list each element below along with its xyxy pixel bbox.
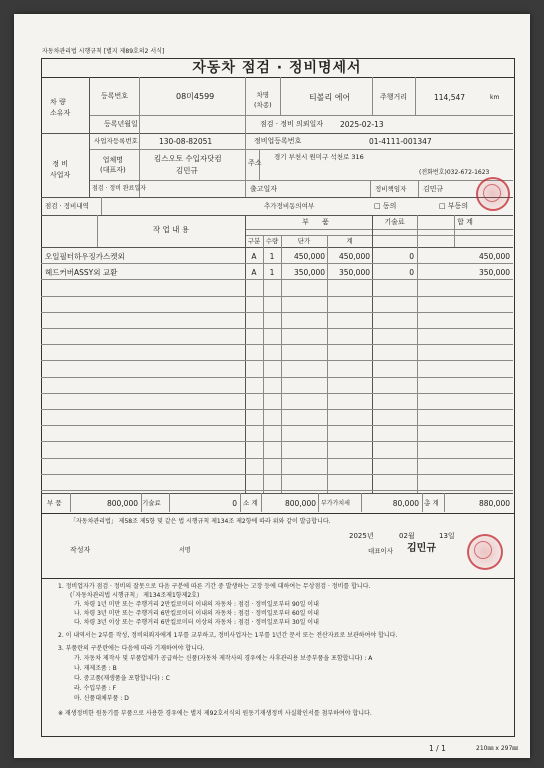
company-name: 킴스오토 수입자닷컴 <box>154 154 222 163</box>
company-seal-stamp <box>476 177 510 211</box>
totals-parts-value: 800,000 <box>106 499 138 508</box>
totals-subtotal-label: 소 계 <box>243 499 258 507</box>
table-row-line <box>41 360 513 361</box>
row-labor: 0 <box>409 252 414 261</box>
writer-label: 작성자 <box>70 546 91 554</box>
sign-label: 서명 <box>179 547 191 554</box>
totals-labor-label: 기술료 <box>142 499 161 507</box>
table-row-line <box>41 377 513 378</box>
totals-grand-label: 총 계 <box>424 499 439 507</box>
issue-month: 02월 <box>399 532 415 540</box>
note-line: 다. 중고품(재생품을 포함합니다) : C <box>74 675 170 682</box>
table-row-line <box>41 409 513 410</box>
ceo-signature: 김민규 <box>407 543 436 554</box>
row-amount: 450,000 <box>338 252 370 261</box>
manager-label: 정비책임자 <box>375 185 407 193</box>
mileage-label: 주행거리 <box>380 93 408 101</box>
statement-text: 「자동차관리법」 제58조 제5항 및 같은 법 시행규칙 제134조 제2항에 따라 위와 같이 발급합니다. <box>70 518 331 525</box>
labor-header: 기술료 <box>384 218 405 226</box>
totals-grand-value: 880,000 <box>478 499 510 508</box>
maint-reg-value: 01-4111-001347 <box>369 137 432 146</box>
totals-parts-label: 부 품 <box>47 499 62 507</box>
row-qty: 1 <box>269 252 275 261</box>
table-row-line <box>41 312 513 313</box>
table-row-line <box>41 263 513 264</box>
row-total: 350,000 <box>478 268 510 277</box>
document-page <box>14 14 530 758</box>
table-row-line <box>41 441 513 442</box>
car-name-label: 차명 (차종) <box>254 91 272 109</box>
consent-agree-checkbox[interactable]: □ 동의 <box>374 202 397 210</box>
row-amount: 350,000 <box>338 268 370 277</box>
note-line: 3. 부품란의 구분란에는 다음에 따라 기재하여야 합니다. <box>58 645 205 652</box>
row-total: 450,000 <box>478 252 510 261</box>
note-line: 가. 자동차 제작사 및 부품업체가 공급하는 신품(자동차 제작사의 경우에는 사후관리용 보증부품을 포함합니다) : A <box>74 655 373 662</box>
document-title: 자동차 점검 · 정비명세서 <box>192 60 362 76</box>
address-label: 주소 <box>248 159 262 167</box>
row-unit-price: 450,000 <box>293 252 325 261</box>
manager-value: 김민규 <box>423 185 444 193</box>
request-date-value: 2025-02-13 <box>340 120 384 129</box>
note-line: 나. 재제조품 : B <box>74 665 117 672</box>
mileage-unit: km <box>490 94 500 101</box>
parts-header: 부 품 <box>302 218 329 226</box>
totals-vat-label: 부가가치세 <box>321 500 350 507</box>
row-type: A <box>251 268 257 277</box>
note-line: 1. 정비업자가 점검 · 정비의 잘못으로 다음 구분에 따른 기간 중 발생하는 고장 등에 대하여는 무상점검 · 정비를 합니다. <box>58 583 371 590</box>
ceo-label: 대표이사 <box>368 547 394 555</box>
representative: 김민규 <box>176 166 198 175</box>
row-qty: 1 <box>269 268 275 277</box>
row-unit-price: 350,000 <box>293 268 325 277</box>
table-row-line <box>41 474 513 475</box>
address-value: 경기 부천시 원미구 석천로 316 <box>274 153 364 161</box>
maint-reg-label: 정비업등록번호 <box>254 137 302 145</box>
table-row-line <box>41 393 513 394</box>
table-row-line <box>41 279 513 280</box>
request-date-label: 점검 · 정비 의뢰일자 <box>260 120 323 128</box>
note-line: ※ 재생정비한 원동기를 부품으로 사용한 경우에는 별지 제92호서식의 원동기재생정비 사실확인서를 첨부하여야 합니다. <box>58 710 372 717</box>
paper-size: 210㎜ x 297㎜ <box>476 745 519 752</box>
complete-date-label: 점검 · 정비 완료일자 <box>92 185 146 192</box>
note-line: 다. 차령 3년 이상 또는 주행거리 6만킬로미터 이상의 자동차 : 점검 · 정비일로부터 30일 이내 <box>74 619 319 626</box>
totals-subtotal-value: 800,000 <box>284 499 316 508</box>
content-label: 점검 · 정비내역 <box>45 202 89 210</box>
row-work: 헤드커버ASSY외 교환 <box>45 268 118 277</box>
note-line: 라. 수입부품 : F <box>74 685 117 692</box>
note-line: 마. 신품대체부품 : D <box>74 695 129 702</box>
row-work: 오일필터하우징가스켓외 <box>45 252 125 261</box>
table-row-line <box>41 296 513 297</box>
issue-day: 13일 <box>439 532 455 540</box>
car-name-value: 티볼리 에어 <box>309 93 351 102</box>
form-reference: 자동차관리법 시행규칙 [별지 제89호의2 서식] <box>42 48 165 55</box>
page-number: 1 / 1 <box>429 744 446 753</box>
totals-labor-value: 0 <box>232 499 237 508</box>
owner-label: 차 량 소유자 <box>50 98 71 117</box>
ceo-seal-stamp <box>467 534 503 570</box>
work-header: 작 업 내 용 <box>152 225 190 234</box>
table-row-line <box>41 328 513 329</box>
company-label: 업체명 (대표자) <box>100 156 126 174</box>
note-line: 가. 차령 1년 미만 또는 주행거리 2만킬로미터 이내의 자동차 : 점검 · 정비일로부터 90일 이내 <box>74 601 319 608</box>
sub-header-amount: 계 <box>346 237 353 245</box>
note-line: 나. 차령 3년 미만 또는 주행거리 6만킬로미터 이내의 자동차 : 점검 · 정비일로부터 60일 이내 <box>74 610 319 617</box>
total-header: 합 계 <box>457 218 473 226</box>
sub-header-qty: 수량 <box>265 237 279 245</box>
reg-date-label: 등록년월일 <box>104 120 138 128</box>
totals-vat-value: 80,000 <box>392 499 419 508</box>
note-line: (「자동차관리법 시행규칙」 제134조제1항제2호) <box>70 592 200 599</box>
biz-no-label: 사업자등록번호 <box>94 137 138 145</box>
shop-section-label: 정 비 사업자 <box>50 160 71 179</box>
note-line: 2. 이 내역서는 2부를 작성, 정비의뢰자에게 1부를 교부하고, 정비사업자는 1부를 1년간 문서 또는 전산자료로 보관하여야 합니다. <box>58 632 398 639</box>
sub-header-unit: 단가 <box>297 237 311 245</box>
row-labor: 0 <box>409 268 414 277</box>
reg-no-label: 등록번호 <box>101 92 129 100</box>
consent-label: 추가정비동의여부 <box>264 202 315 210</box>
sub-header-type: 구분 <box>247 237 261 245</box>
biz-no-value: 130-08-82051 <box>159 137 213 146</box>
mileage-value: 114,547 <box>434 93 466 102</box>
issue-year: 2025년 <box>349 532 374 540</box>
table-row-line <box>41 458 513 459</box>
table-row-line <box>41 425 513 426</box>
table-row-line <box>41 490 513 491</box>
phone-value: (전화번호)032-672-1623 <box>419 169 490 176</box>
reg-no-value: 08미4599 <box>176 92 215 101</box>
release-date-label: 출고일자 <box>250 185 278 193</box>
table-row-line <box>41 344 513 345</box>
consent-disagree-checkbox[interactable]: □ 부동의 <box>439 202 469 210</box>
row-type: A <box>251 252 257 261</box>
